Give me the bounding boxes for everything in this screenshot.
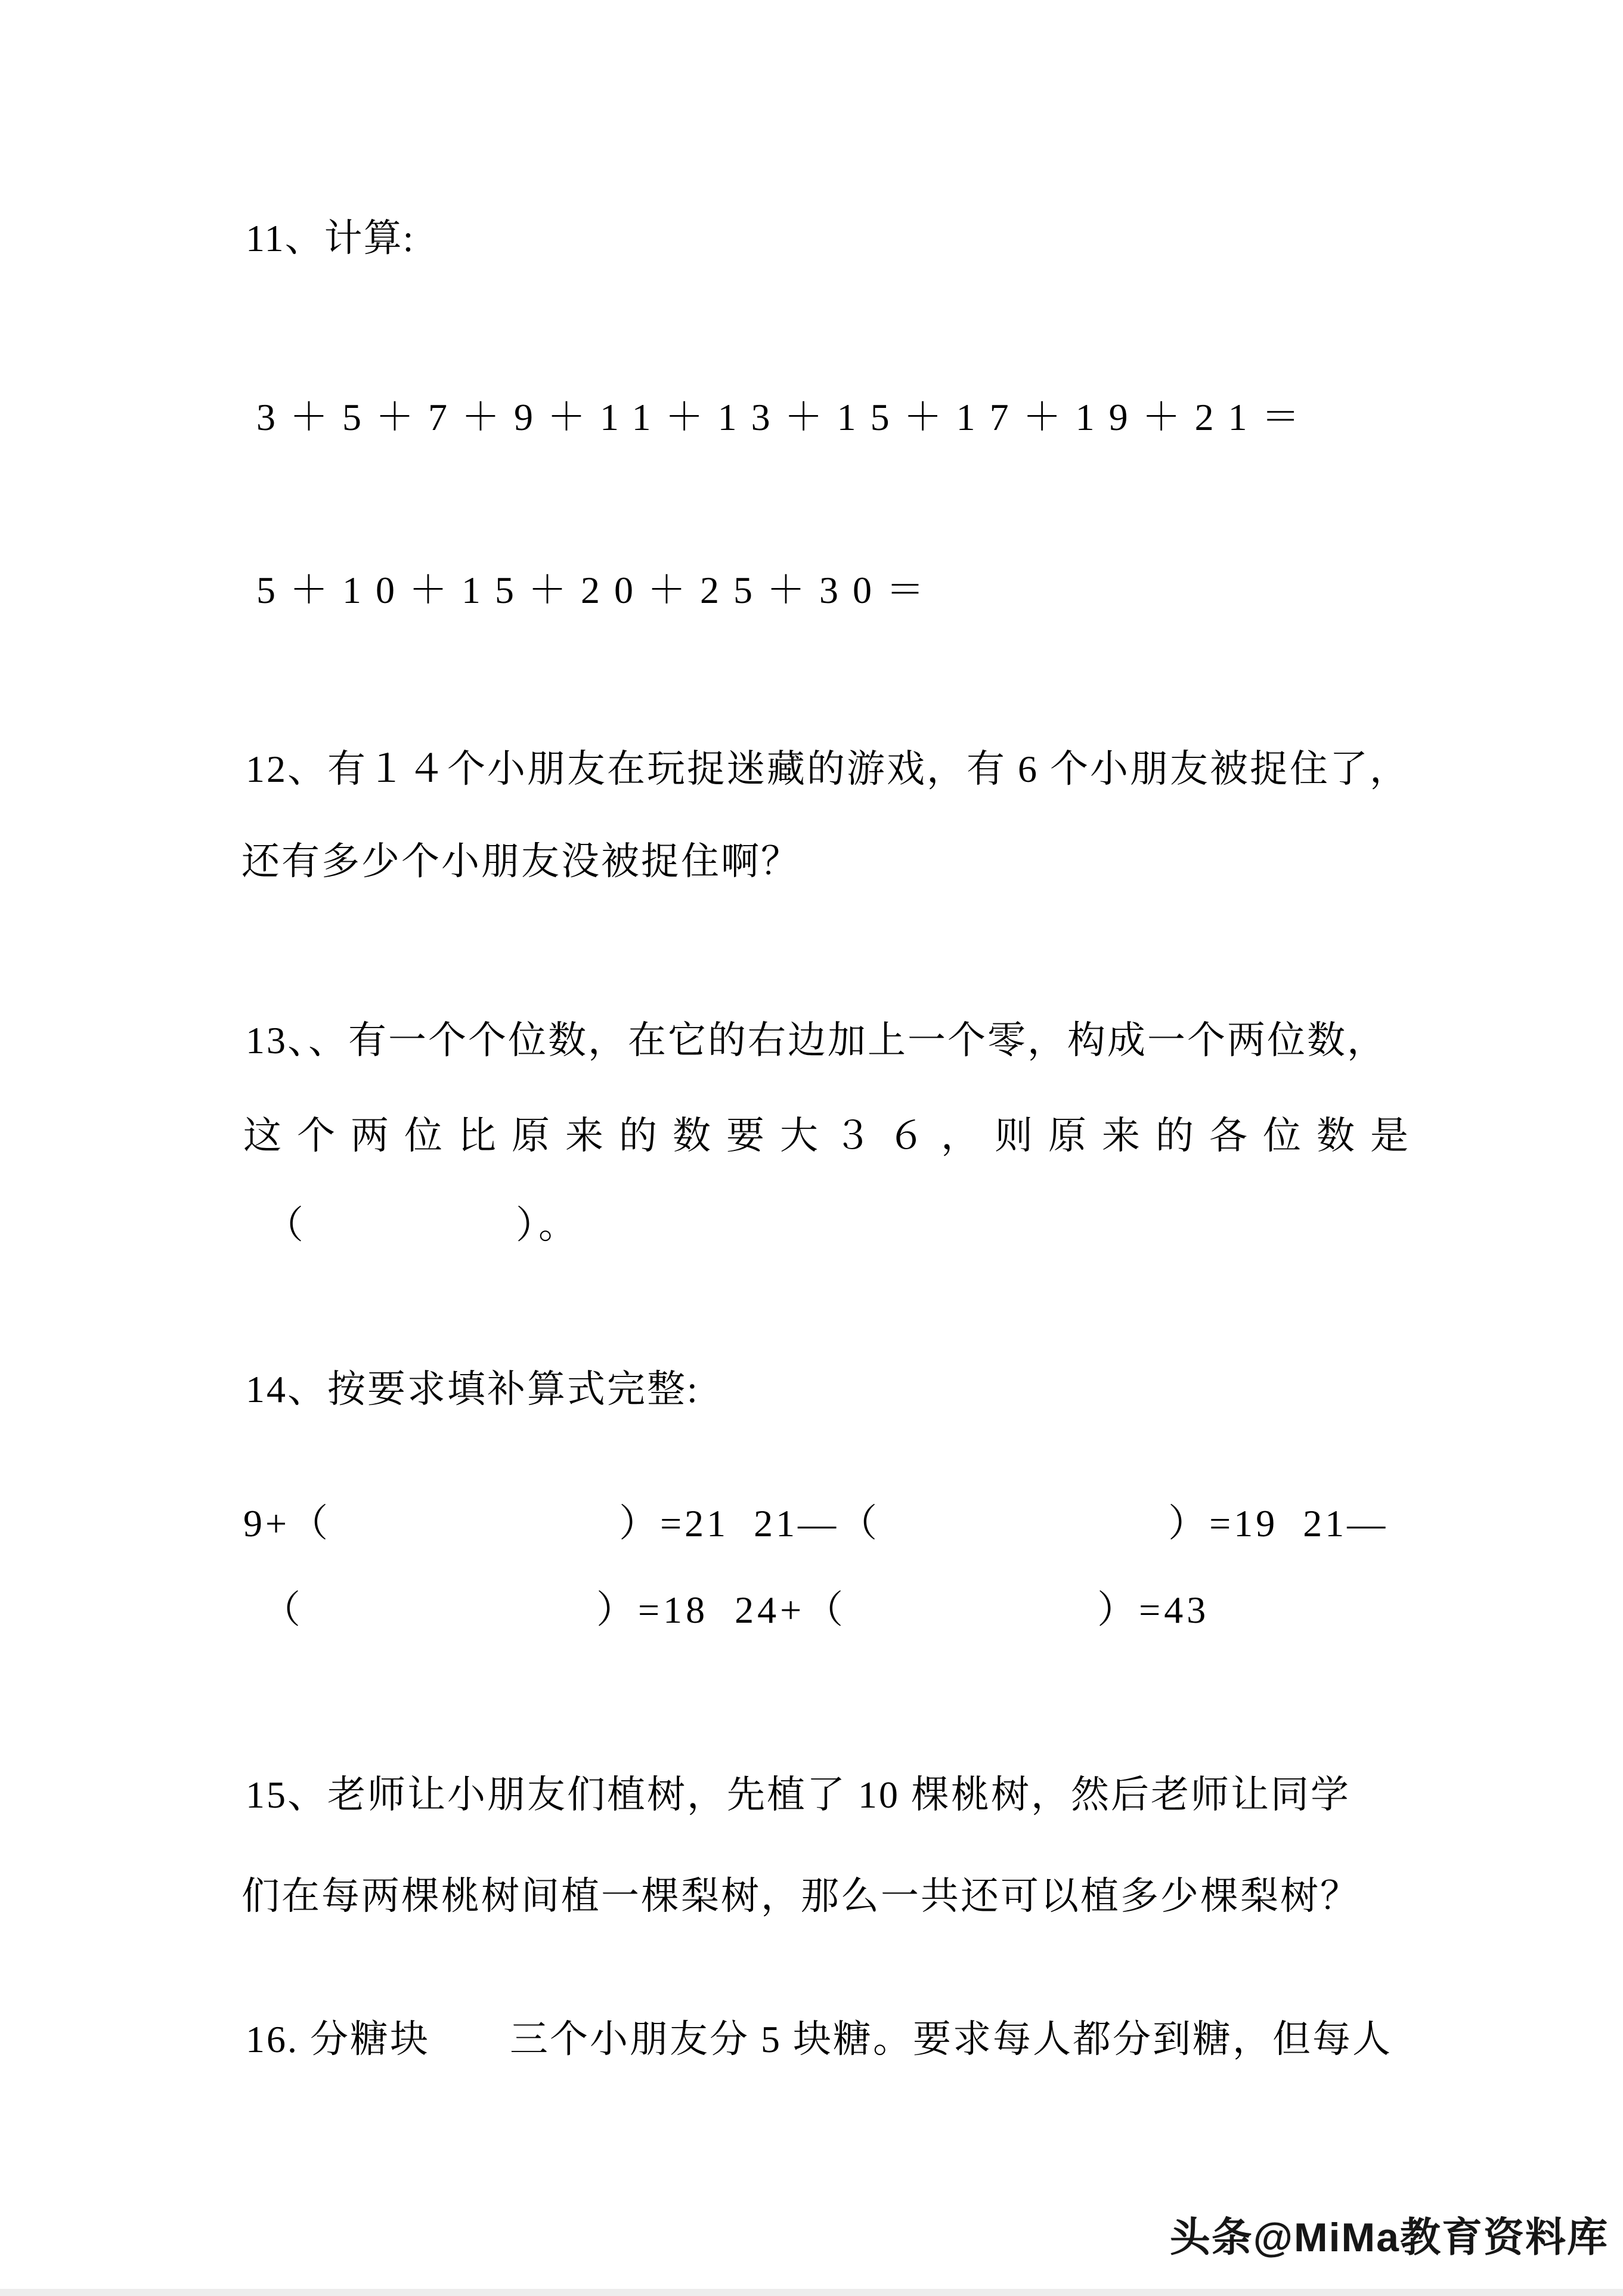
question-13-line-2: 这个两位比原来的数要大３６，则原来的各位数是	[243, 1115, 1424, 1157]
question-15-line-2: 们在每两棵桃树间植一棵梨树，那么一共还可以植多少棵梨树？	[241, 1875, 1360, 1917]
question-11-title: 11、计算:	[246, 217, 415, 259]
watermark-toutiao-mima: 头条@MiMa教育资料库	[1169, 2215, 1609, 2260]
question-11-equation-1: 3＋5＋7＋9＋11＋13＋15＋17＋19＋21＝	[256, 396, 1314, 438]
question-13-line-1: 13、、有一个个位数，在它的右边加上一个零，构成一个两位数，	[246, 1019, 1387, 1062]
question-12-line-2: 还有多少个小朋友没被捉住啊？	[241, 840, 801, 883]
question-14-title: 14、按要求填补算式完整:	[246, 1368, 699, 1410]
scan-bottom-edge	[0, 2289, 1623, 2296]
question-13-answer-blank: （ ）。	[265, 1204, 580, 1246]
question-15-line-1: 15、老师让小朋友们植树，先植了 10 棵桃树，然后老师让同学	[246, 1774, 1351, 1816]
question-12-line-1: 12、有１４个小朋友在玩捉迷藏的游戏，有 6 个小朋友被捉住了，	[246, 748, 1410, 790]
question-11-equation-2: 5＋10＋15＋20＋25＋30＝	[256, 569, 939, 611]
question-14-fill-line-1: 9+（ ）=21 21—（ ）=19 21—	[243, 1502, 1389, 1545]
question-14-fill-line-2: （ ）=18 24+（ ）=43	[262, 1589, 1210, 1631]
question-16-line-1: 16. 分糖块 三个小朋友分 5 块糖。要求每人都分到糖，但每人	[246, 2018, 1392, 2060]
